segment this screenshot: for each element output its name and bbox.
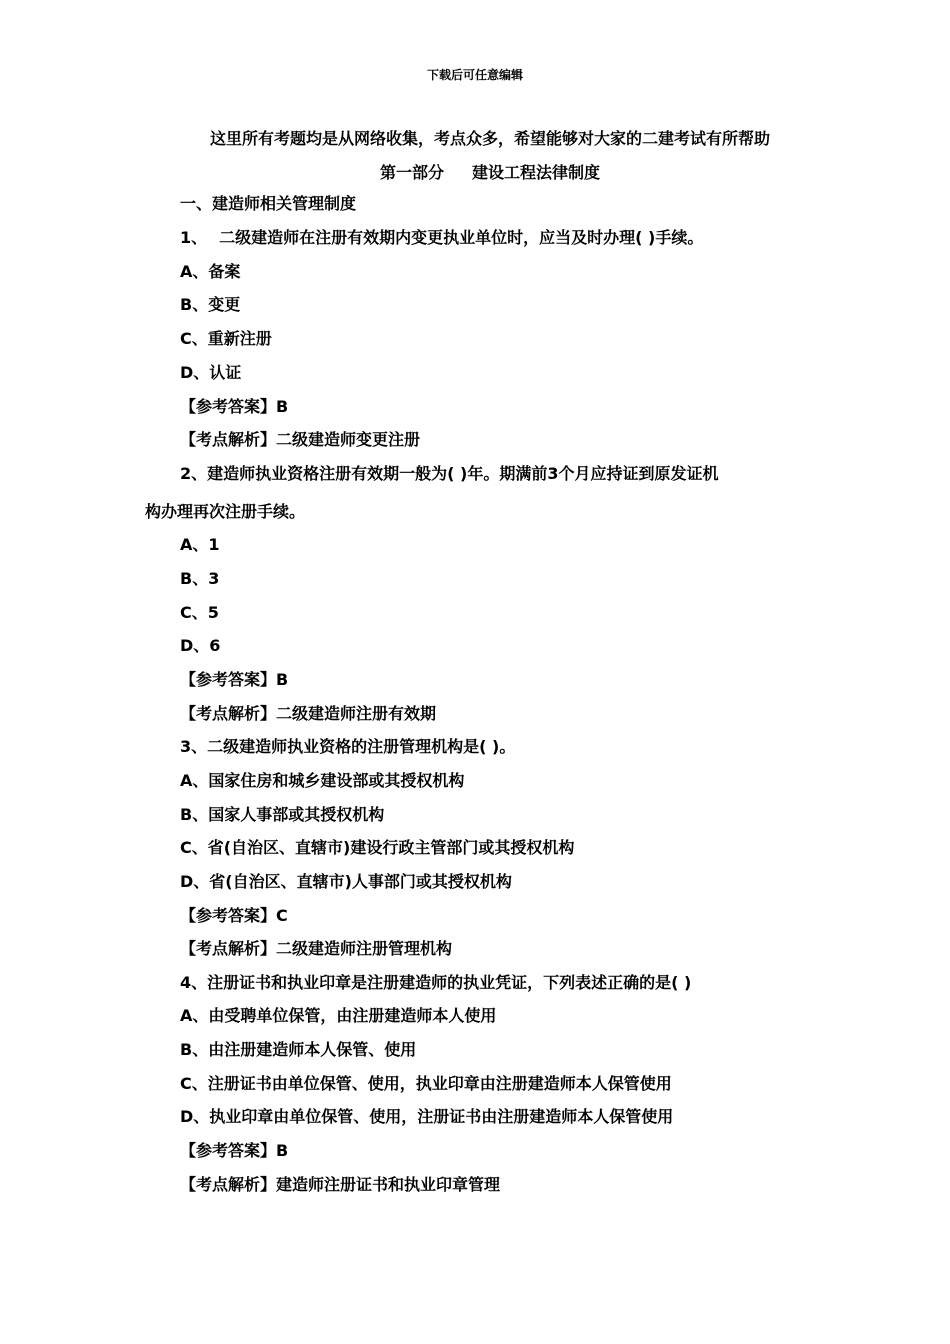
- question-1: [180, 228, 703, 248]
- q2-option-d: D、6: [180, 636, 221, 655]
- question-4-text: 4、注册证书和执业印章是注册建造师的执业凭证，下列表述正确的是( ): [180, 973, 692, 992]
- question-1-text: 二级建造师在注册有效期内变更执业单位时，应当及时办理( )手续。: [219, 228, 704, 247]
- q4-option-a: A、由受聘单位保管，由注册建造师本人使用: [180, 1006, 497, 1025]
- q3-option-c: C、省(自治区、直辖市)建设行政主管部门或其授权机构: [180, 838, 575, 857]
- section-heading: 一、建造师相关管理制度: [180, 194, 357, 213]
- q4-option-c: C、注册证书由单位保管、使用，执业印章由注册建造师本人保管使用: [180, 1074, 672, 1093]
- q4-option-b: B、由注册建造师本人保管、使用: [180, 1040, 417, 1059]
- question-1-number: 1、: [180, 228, 208, 247]
- q4-option-d: D、执业印章由单位保管、使用，注册证书由注册建造师本人保管使用: [180, 1107, 674, 1126]
- q1-answer: 【参考答案】B: [180, 397, 289, 416]
- intro-line: 这里所有考题均是从网络收集，考点众多，希望能够对大家的二建考试有所帮助: [209, 129, 770, 148]
- q2-answer: 【参考答案】B: [180, 670, 289, 689]
- q2-option-b: B、3: [180, 569, 220, 588]
- q3-option-d: D、省(自治区、直辖市)人事部门或其授权机构: [180, 872, 512, 891]
- question-2-text: 2、建造师执业资格注册有效期一般为( )年。期满前3个月应持证到原发证机: [180, 464, 719, 483]
- part-label: 第一部分: [379, 163, 444, 182]
- q3-option-b: B、国家人事部或其授权机构: [180, 805, 385, 824]
- question-3-text: 3、二级建造师执业资格的注册管理机构是( )。: [180, 737, 516, 756]
- q1-option-a: A、备案: [180, 262, 241, 281]
- q3-analysis: 【考点解析】二级建造师注册管理机构: [180, 939, 453, 958]
- q2-option-a: A、1: [180, 535, 220, 554]
- q1-analysis: 【考点解析】二级建造师变更注册: [180, 430, 421, 449]
- q3-option-a: A、国家住房和城乡建设部或其授权机构: [180, 771, 465, 790]
- part-heading: [0, 160, 950, 183]
- q3-answer: 【参考答案】C: [180, 906, 288, 925]
- q1-option-c: C、重新注册: [180, 329, 272, 348]
- q2-analysis: 【考点解析】二级建造师注册有效期: [180, 704, 437, 723]
- q1-option-b: B、变更: [180, 295, 241, 314]
- q2-option-c: C、5: [180, 603, 219, 622]
- q1-option-d: D、认证: [180, 363, 242, 382]
- page-header: 下载后可任意编辑: [426, 68, 523, 82]
- q4-answer: 【参考答案】B: [180, 1141, 289, 1160]
- question-2-text-continued: 构办理再次注册手续。: [145, 502, 306, 521]
- q4-analysis: 【考点解析】建造师注册证书和执业印章管理: [180, 1175, 501, 1194]
- part-title: 建设工程法律制度: [472, 163, 601, 182]
